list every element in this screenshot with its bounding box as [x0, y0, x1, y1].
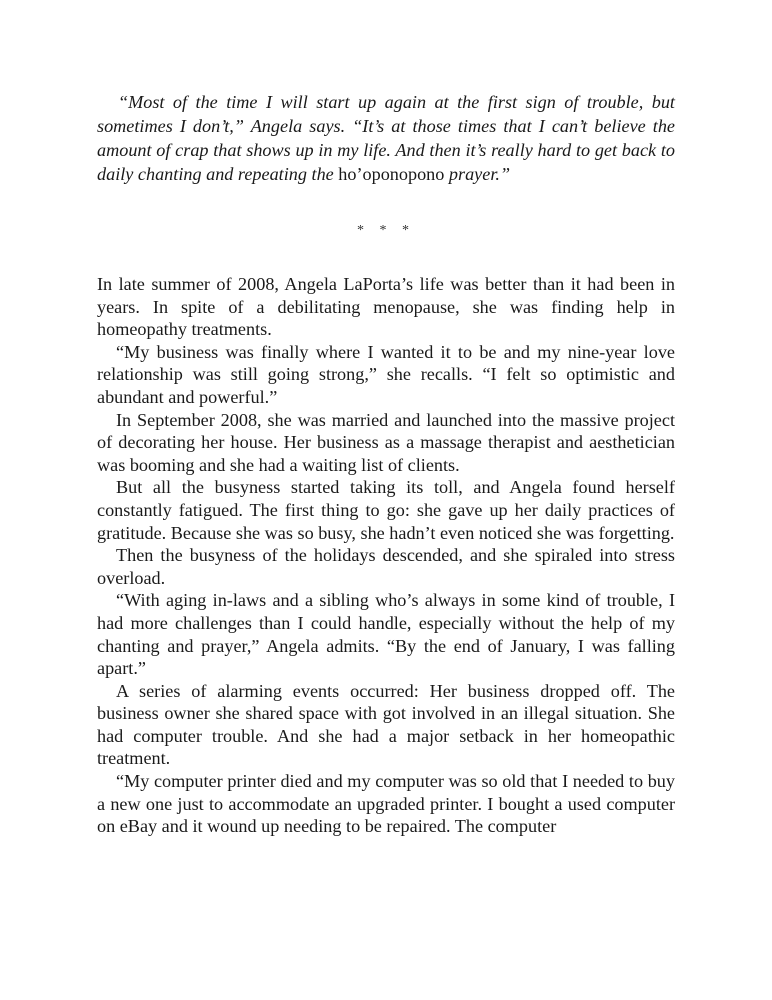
quote-part-2: prayer.” — [448, 164, 511, 184]
paragraph: “With aging in-laws and a sibling who’s always in some kind of trouble, I had more challenges than I could handle, especially without the help of my chanting and prayer,” Angela admits. “By the end of January, I was falling apart.” — [97, 590, 675, 679]
paragraph: “My computer printer died and my computer was so old that I needed to buy a new one just to accommodate an upgraded printer. I bought a used computer on eBay and it wound up needing to be repaired. The computer — [97, 771, 675, 837]
quote-term: ho’oponopono — [338, 164, 445, 184]
book-page — [97, 90, 675, 838]
paragraph: But all the busyness started taking its toll, and Angela found herself constantly fatigued. The first thing to go: she gave up her daily practices of gratitude. Because she was so busy, she hadn’t even noticed she was forgetting. — [97, 477, 675, 543]
body-text — [97, 273, 675, 838]
paragraph: Then the busyness of the holidays descended, and she spiraled into stress overload. — [97, 545, 675, 588]
paragraph: In late summer of 2008, Angela LaPorta’s life was better than it had been in years. In spite of a debilitating menopause, she was finding help in homeopathy treatments. — [97, 274, 675, 340]
paragraph: “My business was finally where I wanted it to be and my nine-year love relationship was still going strong,” she recalls. “I felt so optimistic and abundant and powerful.” — [97, 341, 675, 407]
paragraph: In September 2008, she was married and launched into the massive project of decorating her house. Her business as a massage therapist and aesthetician was booming and she had a waiting list of clients. — [97, 409, 675, 475]
quote-part-1: “Most of the time I will start up again at the first sign of trouble, but sometimes I don’t,” Angela says. “It’s at those times that I can’t believe the amount of crap that shows up in my life. And then it’s really hard to get back to daily chanting and repeating the — [97, 92, 675, 184]
section-divider: * * * — [357, 223, 415, 238]
opening-quote — [97, 90, 675, 186]
paragraph: A series of alarming events occurred: Her business dropped off. The business owner she shared space with got involved in an illegal situation. She had computer trouble. And she had a major setback in her homeopathic treatment. — [97, 680, 675, 769]
